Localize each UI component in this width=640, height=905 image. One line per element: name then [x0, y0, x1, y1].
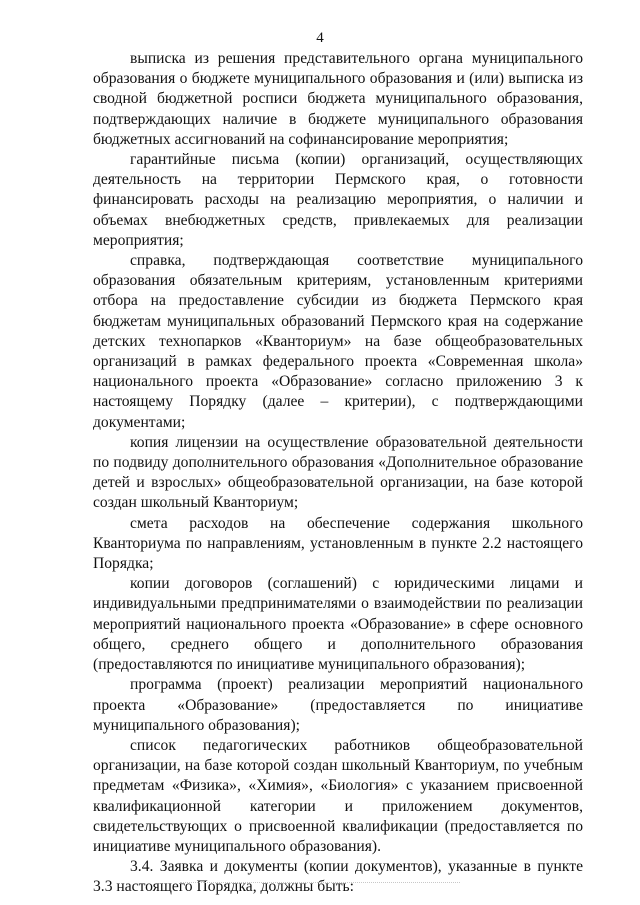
paragraph-guarantee-letters: гарантийные письма (копии) организаций, осуществляющих деятельность на территории Пермского края, о готовности финансировать расходы на реализацию мероприятия, о наличии и объемах внебюджетных средств, привлекаемых для реализации мероприятия;	[93, 151, 583, 249]
paragraph-budget-extract: выписка из решения представительного органа муниципального образования о бюджете муниципального образования и (или) выписка из сводной бюджетной росписи бюджета муниципального образования, подтверждающих наличие в бюджете муниципального образования бюджетных ассигнований на софинансирование мероприятия;	[93, 50, 583, 148]
paragraph-license-copy: копия лицензии на осуществление образовательной деятельности по подвиду дополнительного образования «Дополнительное образование детей и взрослых» общеобразовательной организации, на базе которой создан школьный Кванториум;	[93, 433, 583, 512]
paragraph-compliance-certificate: справка, подтверждающая соответствие муниципального образования обязательным критериям, установленным критериями отбора на предоставление субсидии из бюджета Пермского края бюджетам муниципальных образований Пермского края на содержание детских технопарков «Кванториум» на базе общеобразовательных организаций в рамках федерального проекта «Современная школа» национального проекта «Образование» согласно приложению 3 к настоящему Порядку (далее – критерии), с подтверждающими документами;	[93, 252, 583, 431]
paragraph-section-3-4: 3.4. Заявка и документы (копии документов), указанные в пункте 3.3 настоящего Порядка, должны быть:	[93, 858, 583, 896]
paragraph-program: программа (проект) реализации мероприятий национального проекта «Образование» (предоставляется по инициативе муниципального образования);	[93, 676, 583, 734]
page-number: 4	[316, 30, 324, 46]
paragraph-cost-estimate: смета расходов на обеспечение содержания школьного Кванториума по направлениям, установленным в пункте 2.2 настоящего Порядка;	[93, 514, 583, 573]
paragraph-contract-copies: копии договоров (соглашений) с юридическими лицами и индивидуальными предпринимателями о взаимодействии по реализации мероприятий национального проекта «Образование» в сфере основного общего, среднего общего и дополнительного образования (предоставляются по инициативе муниципального образования);	[93, 575, 583, 674]
paragraph-teacher-list: список педагогических работников общеобразовательной организации, на базе которой создан школьный Кванториум, по учебным предметам «Физика», «Химия», «Биология» с указанием присвоенной квалификационной категории и приложением документов, свидетельствующих о присвоенной квалификации (предоставляется по инициативе муниципального образования).	[93, 736, 583, 855]
document-body	[93, 49, 583, 898]
footer-divider	[180, 882, 460, 884]
